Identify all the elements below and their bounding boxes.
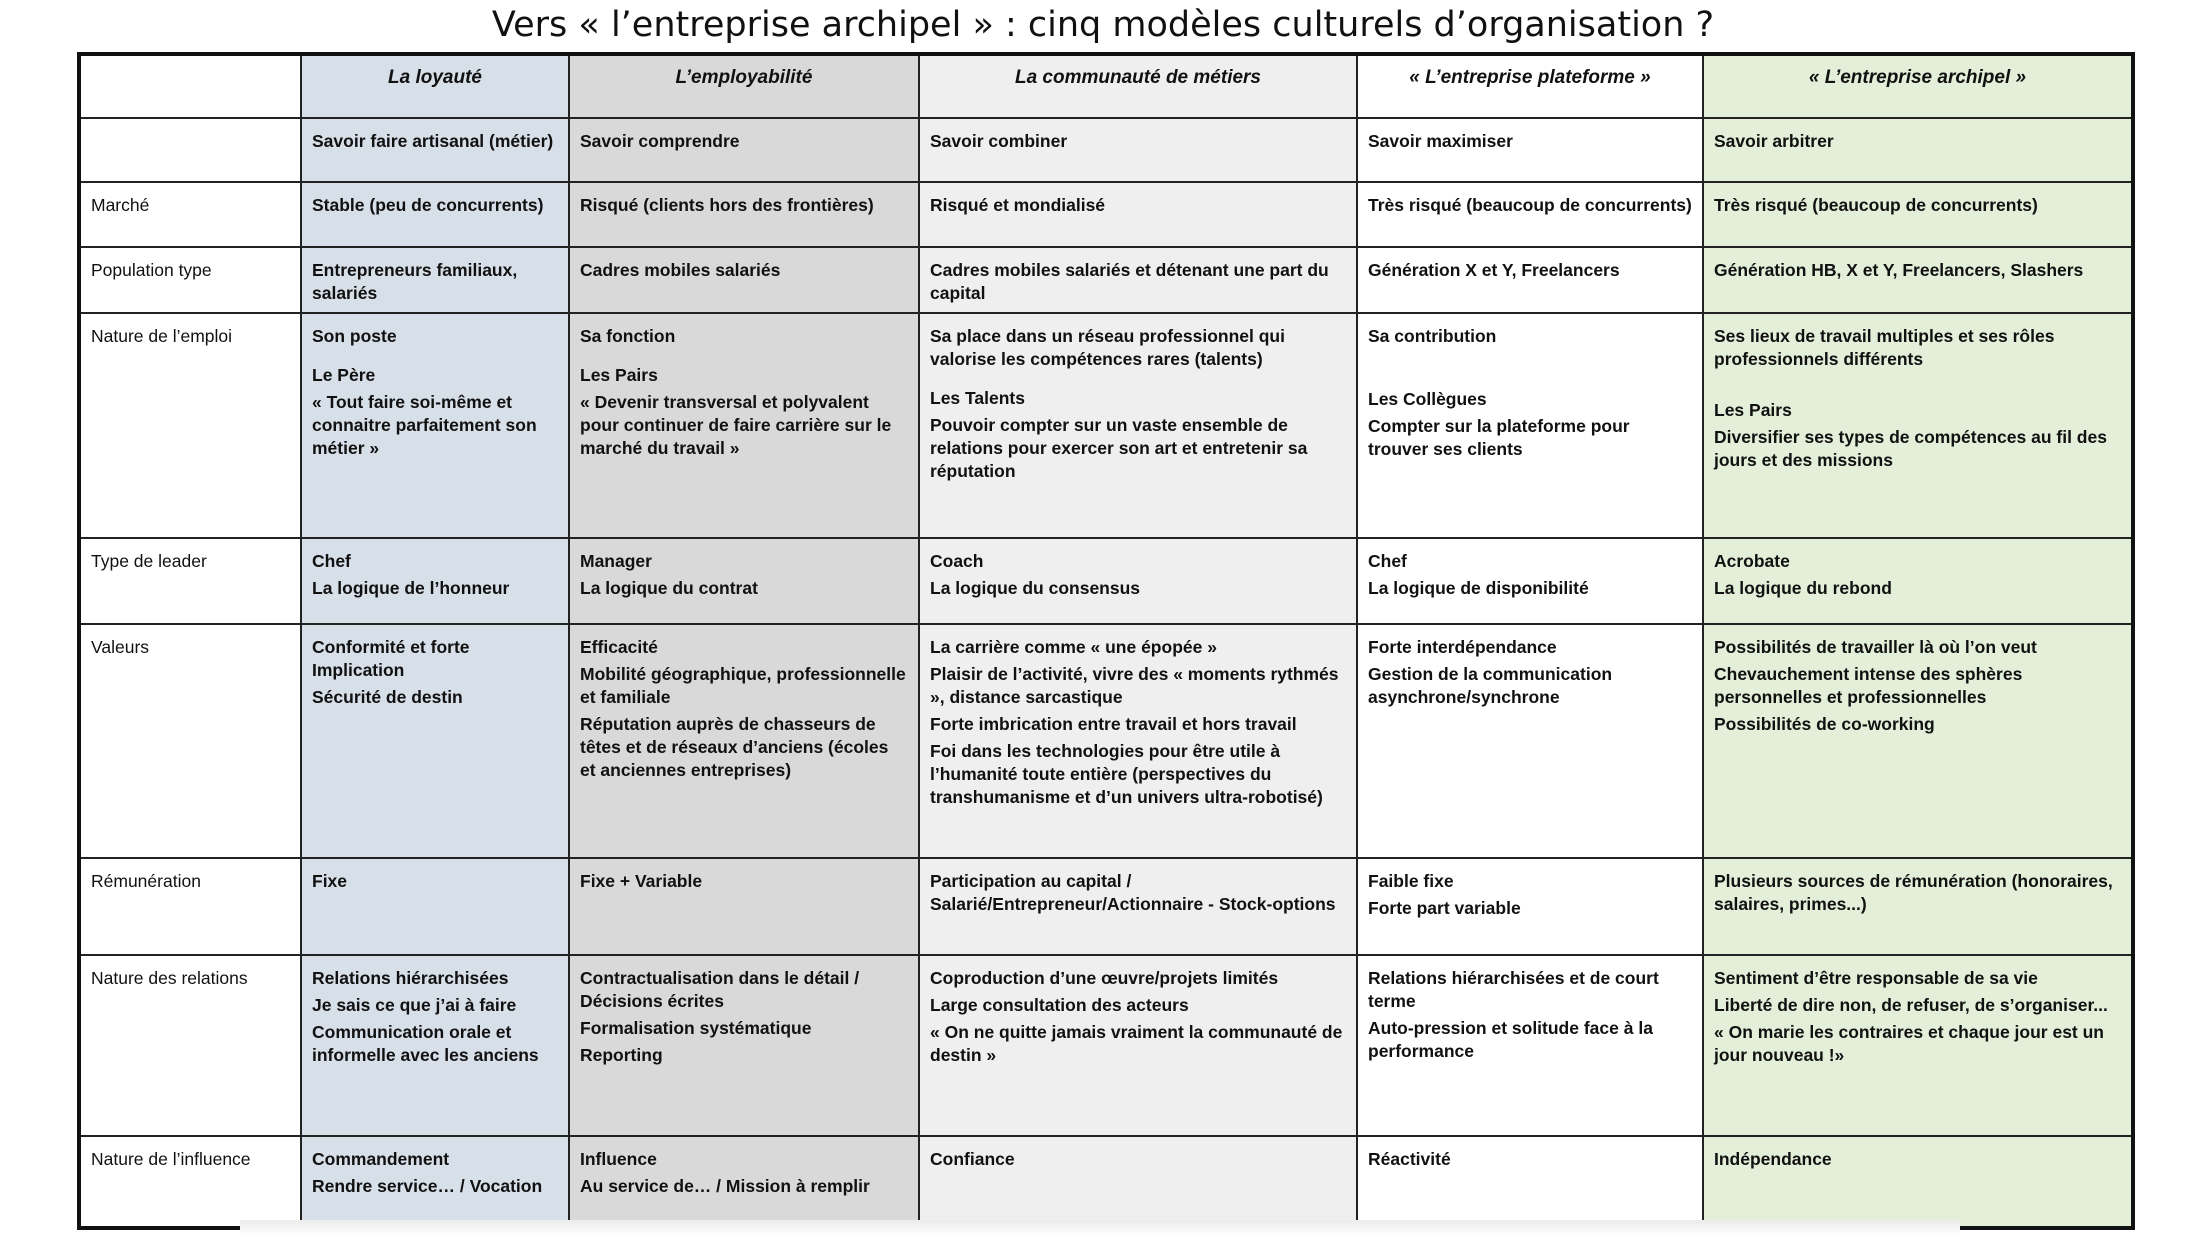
column-header-entreprise-archipel: « L’entreprise archipel » <box>1703 54 2133 118</box>
cell-remuneration-col2 <box>569 858 919 955</box>
cell-population-type-col4 <box>1357 247 1703 313</box>
cell-line: Cadres mobiles salariés <box>580 260 781 280</box>
row-label-savoir <box>79 118 301 182</box>
cell-valeurs-col3 <box>919 624 1357 858</box>
cell-line: Je sais ce que j’ai à faire <box>312 995 517 1015</box>
cell-line: Risqué et mondialisé <box>930 195 1106 215</box>
cell-line: Les Pairs <box>580 365 658 385</box>
cell-line: Réputation auprès de chasseurs de têtes et de réseaux d’anciens (écoles et anciennes entreprises) <box>580 714 889 780</box>
cell-marche-col4 <box>1357 182 1703 247</box>
cell-marche-col2 <box>569 182 919 247</box>
cell-nature-emploi-col3 <box>919 313 1357 538</box>
cell-remuneration-col1 <box>301 858 569 955</box>
cell-line: Savoir combiner <box>930 131 1068 151</box>
cell-savoir-col1 <box>301 118 569 182</box>
cell-line: Forte part variable <box>1368 898 1521 918</box>
corner-cell <box>79 54 301 118</box>
cell-savoir-col3 <box>919 118 1357 182</box>
table-row-marche <box>79 182 2133 247</box>
cell-line: Fixe + Variable <box>580 871 703 891</box>
cell-nature-influence-col5 <box>1703 1136 2133 1228</box>
header-row <box>79 54 2133 118</box>
cell-line: Génération HB, X et Y, Freelancers, Slashers <box>1714 260 2084 280</box>
cell-line <box>1368 364 1692 372</box>
cell-nature-relations-col4 <box>1357 955 1703 1136</box>
row-label-nature-relations: Nature des relations <box>79 955 301 1136</box>
column-header-entreprise-plateforme: « L’entreprise plateforme » <box>1357 54 1703 118</box>
cell-nature-emploi-col4 <box>1357 313 1703 538</box>
cell-valeurs-col2 <box>569 624 919 858</box>
cell-valeurs-col5 <box>1703 624 2133 858</box>
cell-line: Coproduction d’une œuvre/projets limités <box>930 968 1279 988</box>
cell-line <box>1368 376 1692 384</box>
cell-line: Sa contribution <box>1368 326 1497 346</box>
slide-title: Vers « l’entreprise archipel » : cinq modèles culturels d’organisation ? <box>491 5 1715 45</box>
table-row-type-leader <box>79 538 2133 624</box>
cell-line: Ses lieux de travail multiples et ses rôles professionnels différents <box>1714 326 2055 369</box>
row-label-marche: Marché <box>79 182 301 247</box>
cell-line: Au service de… / Mission à remplir <box>580 1176 870 1196</box>
cell-type-leader-col4 <box>1357 538 1703 624</box>
cell-nature-relations-col3 <box>919 955 1357 1136</box>
cell-line: Chevauchement intense des sphères personnelles et professionnelles <box>1714 664 2023 707</box>
cell-line: Chef <box>312 551 351 571</box>
cell-line: Très risqué (beaucoup de concurrents) <box>1368 195 1692 215</box>
cell-line: Risqué (clients hors des frontières) <box>580 195 874 215</box>
cell-marche-col3 <box>919 182 1357 247</box>
cell-remuneration-col3 <box>919 858 1357 955</box>
cell-line: « Devenir transversal et polyvalent pour continuer de faire carrière sur le marché du travail » <box>580 392 892 458</box>
cell-line: Relations hiérarchisées et de court terme <box>1368 968 1659 1011</box>
row-label-population-type: Population type <box>79 247 301 313</box>
cell-line <box>1714 387 2121 395</box>
cell-line: Liberté de dire non, de refuser, de s’organiser... <box>1714 995 2108 1015</box>
cell-line: Compter sur la plateforme pour trouver ses clients <box>1368 416 1630 459</box>
cell-line: Son poste <box>312 326 397 346</box>
cell-line: Savoir arbitrer <box>1714 131 1834 151</box>
cell-line: Forte interdépendance <box>1368 637 1557 657</box>
cell-nature-relations-col2 <box>569 955 919 1136</box>
cell-line: « Tout faire soi-même et connaitre parfaitement son métier » <box>312 392 537 458</box>
cell-nature-relations-col1 <box>301 955 569 1136</box>
column-header-communaute-metiers: La communauté de métiers <box>919 54 1357 118</box>
cell-line: La logique du contrat <box>580 578 758 598</box>
cell-valeurs-col1 <box>301 624 569 858</box>
cell-marche-col1 <box>301 182 569 247</box>
column-header-loyaute: La loyauté <box>301 54 569 118</box>
cell-line: Plaisir de l’activité, vivre des « moments rythmés », distance sarcastique <box>930 664 1339 707</box>
cell-line: Possibilités de co-working <box>1714 714 1935 734</box>
cell-line: Influence <box>580 1149 657 1169</box>
cell-line: Efficacité <box>580 637 658 657</box>
cell-nature-emploi-col2 <box>569 313 919 538</box>
column-header-employabilite: L’employabilité <box>569 54 919 118</box>
cell-line: Gestion de la communication asynchrone/synchrone <box>1368 664 1613 707</box>
cell-nature-emploi-col5 <box>1703 313 2133 538</box>
cell-line: Confiance <box>930 1149 1015 1169</box>
cell-line: Contractualisation dans le détail / Décisions écrites <box>580 968 860 1011</box>
cell-line: La carrière comme « une épopée » <box>930 637 1217 657</box>
cell-line: Plusieurs sources de rémunération (honoraires, salaires, primes...) <box>1714 871 2113 914</box>
cell-line: Rendre service… / Vocation <box>312 1176 543 1196</box>
cell-line: Savoir maximiser <box>1368 131 1513 151</box>
row-label-valeurs: Valeurs <box>79 624 301 858</box>
cell-line: La logique de disponibilité <box>1368 578 1589 598</box>
cell-line: Les Pairs <box>1714 400 1792 420</box>
cell-line: Réactivité <box>1368 1149 1451 1169</box>
cell-line: Foi dans les technologies pour être utile à l’humanité toute entière (perspectives du transhumanisme et d’un univers ultra-robotisé) <box>930 741 1323 807</box>
cell-line: « On marie les contraires et chaque jour est un jour nouveau !» <box>1714 1022 2104 1065</box>
cell-line: Génération X et Y, Freelancers <box>1368 260 1620 280</box>
cell-nature-relations-col5 <box>1703 955 2133 1136</box>
cell-type-leader-col1 <box>301 538 569 624</box>
cell-type-leader-col5 <box>1703 538 2133 624</box>
cell-type-leader-col2 <box>569 538 919 624</box>
cell-line: Coach <box>930 551 984 571</box>
cell-nature-emploi-col1 <box>301 313 569 538</box>
cell-line: Sécurité de destin <box>312 687 463 707</box>
cell-line: Reporting <box>580 1045 663 1065</box>
cell-line: Sentiment d’être responsable de sa vie <box>1714 968 2038 988</box>
cell-line: Mobilité géographique, professionnelle et familiale <box>580 664 906 707</box>
cell-remuneration-col4 <box>1357 858 1703 955</box>
row-label-nature-influence: Nature de l’influence <box>79 1136 301 1228</box>
table-row-nature-relations <box>79 955 2133 1136</box>
cell-line: Possibilités de travailler là où l’on veut <box>1714 637 2037 657</box>
cell-line: Stable (peu de concurrents) <box>312 195 544 215</box>
cell-line: Le Père <box>312 365 376 385</box>
cell-valeurs-col4 <box>1357 624 1703 858</box>
cell-line: Commandement <box>312 1149 450 1169</box>
cell-line: La logique de l’honneur <box>312 578 510 598</box>
culture-models-table <box>77 52 2135 1230</box>
cell-line: « On ne quitte jamais vraiment la communauté de destin » <box>930 1022 1343 1065</box>
cell-nature-influence-col3 <box>919 1136 1357 1228</box>
cell-population-type-col5 <box>1703 247 2133 313</box>
table-row-population-type <box>79 247 2133 313</box>
cell-line <box>930 375 1346 383</box>
cell-line: Les Collègues <box>1368 389 1487 409</box>
cell-nature-influence-col2 <box>569 1136 919 1228</box>
cell-savoir-col2 <box>569 118 919 182</box>
table-row-savoir <box>79 118 2133 182</box>
cell-marche-col5 <box>1703 182 2133 247</box>
cell-line: Auto-pression et solitude face à la performance <box>1368 1018 1653 1061</box>
table-row-nature-influence <box>79 1136 2133 1228</box>
cell-remuneration-col5 <box>1703 858 2133 955</box>
cell-line: Faible fixe <box>1368 871 1454 891</box>
table-row-remuneration <box>79 858 2133 955</box>
cell-line: Communication orale et informelle avec les anciens <box>312 1022 539 1065</box>
cell-line: Très risqué (beaucoup de concurrents) <box>1714 195 2038 215</box>
cell-line: La logique du rebond <box>1714 578 1892 598</box>
cell-line <box>580 352 908 360</box>
cell-line: Relations hiérarchisées <box>312 968 509 988</box>
cell-line: Sa fonction <box>580 326 676 346</box>
cell-line: Cadres mobiles salariés et détenant une part du capital <box>930 260 1329 303</box>
cell-nature-influence-col4 <box>1357 1136 1703 1228</box>
cell-line <box>1714 375 2121 383</box>
row-label-type-leader: Type de leader <box>79 538 301 624</box>
cell-savoir-col4 <box>1357 118 1703 182</box>
cell-type-leader-col3 <box>919 538 1357 624</box>
cell-line: Sa place dans un réseau professionnel qui valorise les compétences rares (talents) <box>930 326 1285 369</box>
cell-savoir-col5 <box>1703 118 2133 182</box>
cell-line: Manager <box>580 551 652 571</box>
cell-nature-influence-col1 <box>301 1136 569 1228</box>
cell-line: La logique du consensus <box>930 578 1141 598</box>
cell-line: Chef <box>1368 551 1407 571</box>
table-row-valeurs <box>79 624 2133 858</box>
cell-line: Savoir comprendre <box>580 131 740 151</box>
cell-line: Savoir faire artisanal (métier) <box>312 131 554 151</box>
cell-line: Diversifier ses types de compétences au fil des jours et des missions <box>1714 427 2107 470</box>
cell-line <box>1368 352 1692 360</box>
cell-population-type-col1 <box>301 247 569 313</box>
cell-line: Forte imbrication entre travail et hors travail <box>930 714 1297 734</box>
cell-line: Entrepreneurs familiaux, salariés <box>312 260 518 303</box>
cell-line: Fixe <box>312 871 348 891</box>
cell-line: Acrobate <box>1714 551 1790 571</box>
cell-line: Pouvoir compter sur un vaste ensemble de relations pour exercer son art et entretenir sa réputation <box>930 415 1308 481</box>
cell-line: Participation au capital / Salarié/Entrepreneur/Actionnaire - Stock-options <box>930 871 1336 914</box>
cell-line: Large consultation des acteurs <box>930 995 1189 1015</box>
row-label-nature-emploi: Nature de l’emploi <box>79 313 301 538</box>
cell-line: Indépendance <box>1714 1149 1832 1169</box>
cell-population-type-col2 <box>569 247 919 313</box>
cell-line <box>312 352 558 360</box>
cell-line: Formalisation systématique <box>580 1018 812 1038</box>
bottom-shadow <box>240 1220 1960 1236</box>
table-row-nature-emploi <box>79 313 2133 538</box>
cell-line: Conformité et forte Implication <box>312 637 470 680</box>
cell-population-type-col3 <box>919 247 1357 313</box>
cell-line: Les Talents <box>930 388 1025 408</box>
row-label-remuneration: Rémunération <box>79 858 301 955</box>
